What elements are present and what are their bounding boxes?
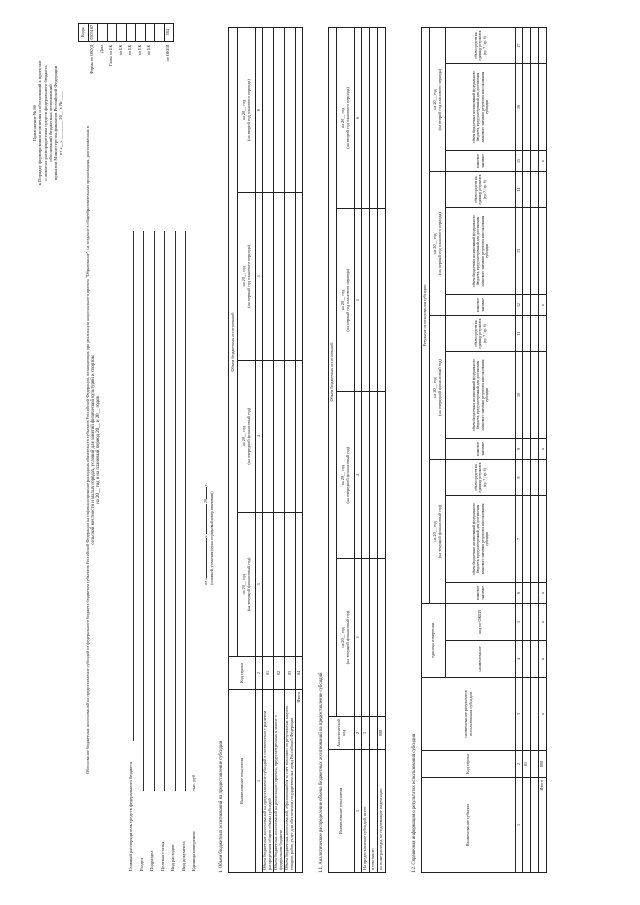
- value-cell: [523, 28, 531, 64]
- value-cell: x: [539, 604, 547, 641]
- value-cell: [531, 460, 539, 496]
- value-cell: [370, 208, 378, 392]
- codes-label: [155, 41, 165, 95]
- column-number: 8: [516, 460, 523, 496]
- sub-column-header: плановое значение: [446, 438, 516, 459]
- appendix-line: обоснований бюджетных ассигнований: [47, 84, 53, 162]
- value-cell: [370, 28, 378, 209]
- row-subject: [531, 778, 539, 873]
- appendix-line: от «__» ________ 20__ г. № ____: [58, 91, 64, 155]
- sub-column-header: объем бюджетных ассигнований федерального бюджета, предусмотренный для достижения планового значения результата использования субсидии: [446, 352, 516, 439]
- row-name: в том числе:: [370, 750, 378, 873]
- col-code: Код строки: [422, 751, 516, 778]
- row-name: На предоставление субсидий, всего: [362, 750, 370, 873]
- row-code: 02: [274, 657, 285, 690]
- value-cell: [531, 64, 539, 151]
- row-code: 900: [539, 751, 547, 778]
- col-result: наименование результатов использования субсидии: [422, 678, 516, 751]
- meta-row: Вид расходов: [165, 231, 176, 871]
- sub-column-header: объем средств на единицу результата (гр. 7 / гр. 6): [446, 28, 516, 64]
- value-cell: [263, 512, 274, 656]
- value-cell: [539, 352, 547, 439]
- value-cell: [523, 678, 531, 751]
- codes-row: [136, 24, 146, 96]
- column-number: 15: [516, 150, 523, 171]
- value-cell: [285, 360, 296, 512]
- column-number: 17: [516, 28, 523, 64]
- col-name: Наименование показателя: [329, 750, 355, 873]
- column-number: 3: [355, 559, 362, 717]
- codes-label: Глава по БК: [108, 44, 114, 67]
- sub-column-header: плановое значение: [446, 582, 516, 603]
- col-code: Аналитический код: [329, 717, 355, 750]
- table-row: [531, 28, 539, 873]
- codes-value: [155, 24, 165, 42]
- column-number: 1: [516, 778, 523, 873]
- codes-value: [126, 24, 136, 42]
- signature-caption: (основной, уточнения (нужн. порядковый номер изменения)): [210, 491, 215, 585]
- column-number: 5: [516, 604, 523, 641]
- column-number: 13: [516, 208, 523, 295]
- value-cell: [370, 392, 378, 559]
- document-title: [86, 27, 102, 873]
- table-row: [263, 28, 274, 873]
- value-cell: [539, 460, 547, 496]
- value-cell: [539, 172, 547, 208]
- title-line-2: сельской местности и малых городах, условий для занятий физической культурой и спортом: [90, 355, 96, 545]
- table-row: [378, 28, 386, 873]
- title-line-3: на 20__ год и на плановый период 20__ и 20__ годов: [96, 396, 102, 504]
- value-cell: [531, 150, 539, 171]
- year-header: на 20__ год (на текущий финансовый год): [430, 460, 446, 604]
- value-cell: x: [539, 294, 547, 315]
- section2-table: [328, 27, 386, 873]
- column-number: 4: [355, 392, 362, 559]
- meta-row: Подраздел: [144, 231, 155, 871]
- codes-row: [155, 24, 165, 96]
- value-cell: x: [539, 641, 547, 678]
- value-cell: [378, 392, 386, 559]
- table-row: [370, 28, 378, 873]
- value-cell: [296, 193, 303, 361]
- column-number: 2: [516, 751, 523, 778]
- value-cell: [531, 208, 539, 295]
- column-number: 2: [355, 717, 362, 750]
- value-cell: x: [539, 582, 547, 603]
- value-cell: [531, 28, 539, 64]
- value-cell: x: [539, 678, 547, 751]
- column-number: 6: [355, 28, 362, 209]
- row-code: 000: [378, 717, 386, 750]
- codes-label: Форма по ОКУД: [89, 44, 95, 75]
- column-number: 12: [516, 294, 523, 315]
- value-cell: [523, 352, 531, 439]
- codes-value: [98, 24, 108, 42]
- row-code: [370, 717, 378, 750]
- column-number: 4: [256, 360, 263, 512]
- column-number: 9: [516, 438, 523, 459]
- table-row: [274, 28, 285, 873]
- group-header: Результат использования субсидии: [422, 28, 430, 604]
- meta-row: Целевая статья: [155, 231, 166, 871]
- section1-title: 1. Объем бюджетных ассигнований на предоставление субсидии: [219, 740, 224, 873]
- title-line-1: Обоснование бюджетных ассигнований на предоставление субсидий из федерального бюджета бюджетам субъектов Российской Федерации на софинансирование расходных обязательств субъектов Российской Федерации, возникающих при реализации национального проекта "Образование", на создание в общеобразовательных организациях, расположенных в: [85, 126, 90, 774]
- column-number: 3: [516, 678, 523, 751]
- value-cell: [523, 294, 531, 315]
- value-cell: [263, 360, 274, 512]
- codes-value: 384: [164, 24, 174, 42]
- signature-date: от «» 20 г. (основной, уточнения (нужн. порядковый номер изменения)): [203, 483, 215, 585]
- row-subject: Итого: [539, 778, 547, 873]
- col-name: Наименование показателя: [229, 690, 256, 873]
- table-row: [539, 28, 547, 873]
- year-header: на 20__ год (на второй год планового периода): [430, 28, 446, 172]
- value-cell: [523, 64, 531, 151]
- codes-label: Дата: [98, 44, 104, 54]
- codes-row: [107, 24, 117, 96]
- value-cell: [378, 208, 386, 392]
- year-header: на 20__ год (на первый год планового периода): [430, 172, 446, 316]
- row-code: 03: [285, 657, 296, 690]
- value-cell: [362, 28, 370, 209]
- value-cell: [362, 392, 370, 559]
- value-cell: [523, 460, 531, 496]
- table-row: [523, 28, 531, 873]
- value-cell: [523, 208, 531, 295]
- codes-table: [78, 23, 174, 95]
- row-code: [531, 751, 539, 778]
- appendix-number: Приложение № 86: [32, 105, 37, 141]
- row-code: 1: [362, 717, 370, 750]
- year-header: на 20__ год (на очередной финансовый год): [238, 360, 256, 512]
- sub-column-header: объем бюджетных ассигнований федерального бюджета, предусмотренный для достижения планового значения результата использования субсидии: [446, 496, 516, 583]
- value-cell: [285, 28, 296, 193]
- sub-column-header: объем бюджетных ассигнований федерального бюджета, предусмотренный для достижения планового значения результата использования субсидии: [446, 64, 516, 151]
- column-number: 1: [256, 690, 263, 873]
- codes-row: [145, 24, 155, 96]
- value-cell: [378, 28, 386, 209]
- col-units-okei: код по ОКЕИ: [446, 604, 516, 641]
- value-cell: [523, 438, 531, 459]
- group-header: Объем бюджетных ассигнований: [229, 28, 238, 657]
- year-header: на 20__ год (на очередной финансовый год): [430, 316, 446, 460]
- row-code: 04: [296, 657, 303, 690]
- col-code: Код строки: [229, 657, 256, 690]
- value-cell: [296, 512, 303, 656]
- column-number: 14: [516, 172, 523, 208]
- appendix-header: [32, 23, 64, 223]
- value-cell: [370, 559, 378, 717]
- row-name: Объем бюджетных ассигнований на реализацию проекта, предусмотренных в законе о федеральном бюджете: [274, 690, 285, 873]
- meta-row: Раздел: [134, 231, 145, 871]
- value-cell: [523, 641, 531, 678]
- value-cell: [539, 496, 547, 583]
- value-cell: [296, 28, 303, 193]
- column-number: 4: [516, 641, 523, 678]
- value-cell: x: [539, 438, 547, 459]
- value-cell: [531, 604, 539, 641]
- codes-label: по БК: [146, 44, 152, 56]
- col-subject: Наименование субъекта: [422, 778, 516, 873]
- value-cell: [539, 64, 547, 151]
- column-number: 2: [256, 657, 263, 690]
- appendix-line: о лимитах распорядителям средств федерального бюджета: [42, 65, 48, 181]
- value-cell: [263, 28, 274, 193]
- column-number: 11: [516, 316, 523, 352]
- value-cell: [263, 193, 274, 361]
- value-cell: [285, 512, 296, 656]
- section3-table: [421, 27, 547, 873]
- value-cell: [531, 172, 539, 208]
- appendix-line: приказом Министерства финансов Российской Федерации: [53, 65, 59, 181]
- codes-label: по БК: [136, 44, 142, 56]
- value-cell: [378, 559, 386, 717]
- year-header: на 20__ год (на текущий финансовый год): [337, 559, 355, 717]
- section3-title: 1.2. Справочная информация о результатах использования субсидии: [412, 733, 417, 873]
- value-cell: [274, 512, 285, 656]
- codes-row: [98, 24, 108, 96]
- codes-label: по БК: [117, 44, 123, 56]
- value-cell: [285, 193, 296, 361]
- sub-column-header: объем средств на единицу результата (гр. 7 / гр. 6): [446, 316, 516, 352]
- value-cell: [531, 294, 539, 315]
- row-name: на иные расходы, не подлежащие индексации: [378, 750, 386, 873]
- metadata-block: [123, 231, 197, 871]
- col-units: единица измерения: [422, 604, 446, 678]
- codes-label: по ОКЕИ: [165, 44, 171, 62]
- row-code: 01: [263, 657, 274, 690]
- year-header: на 20__ год (на второй год планового периода): [337, 28, 355, 209]
- value-cell: [274, 28, 285, 193]
- value-cell: [539, 316, 547, 352]
- codes-value: [145, 24, 155, 42]
- codes-value: [136, 24, 146, 42]
- year-header: на 20__ год (на первый год планового периода): [337, 208, 355, 392]
- row-name: Итого: [296, 690, 303, 873]
- codes-value: 0505187: [88, 24, 98, 42]
- codes-label: по БК: [127, 44, 133, 56]
- value-cell: [362, 208, 370, 392]
- column-number: 3: [256, 512, 263, 656]
- value-cell: [274, 193, 285, 361]
- value-cell: [539, 28, 547, 64]
- column-number: 16: [516, 64, 523, 151]
- codes-header: Коды: [79, 24, 89, 42]
- group-header: Объем бюджетных ассигнований: [329, 28, 337, 717]
- meta-row: Главный распорядитель средств федерального бюджета: [123, 231, 134, 871]
- year-header: на 20__ год (на очередной финансовый год): [337, 392, 355, 559]
- value-cell: [531, 678, 539, 751]
- year-header: на 20__ год (на первый год планового периода): [238, 193, 256, 361]
- row-code: 01: [523, 751, 531, 778]
- value-cell: [274, 360, 285, 512]
- codes-row: [88, 24, 98, 96]
- value-cell: [523, 496, 531, 583]
- value-cell: [531, 641, 539, 678]
- value-cell: [523, 172, 531, 208]
- column-number: 1: [355, 750, 362, 873]
- codes-value: [117, 24, 127, 42]
- appendix-line: к Порядку формирования пояснения и обоснований к проектам: [37, 60, 43, 186]
- units-row: Единица измерения: тыс. руб: [191, 774, 197, 871]
- value-cell: [523, 582, 531, 603]
- value-cell: [296, 360, 303, 512]
- table-row: [285, 28, 296, 873]
- value-cell: [531, 496, 539, 583]
- col-units-name: наименование: [446, 641, 516, 678]
- value-cell: [531, 582, 539, 603]
- rotated-document-sheet: [28, 15, 618, 885]
- codes-row: [164, 24, 174, 96]
- meta-row: Вид документа: [176, 231, 187, 871]
- sub-column-header: объем средств на единицу результата (гр. 7 / гр. 6): [446, 172, 516, 208]
- value-cell: [531, 438, 539, 459]
- codes-row: [117, 24, 127, 96]
- row-subject: [523, 778, 531, 873]
- codes-value: [107, 24, 117, 42]
- table-row: [362, 28, 370, 873]
- section1-table: [228, 27, 303, 873]
- column-number: 6: [256, 28, 263, 193]
- value-cell: [362, 559, 370, 717]
- value-cell: [523, 150, 531, 171]
- value-cell: x: [539, 150, 547, 171]
- year-header: на 20__ год (на второй год планового периода): [238, 28, 256, 193]
- value-cell: [531, 316, 539, 352]
- column-number: 5: [355, 208, 362, 392]
- codes-row: [126, 24, 136, 96]
- table-row: [296, 28, 303, 873]
- sub-column-header: плановое значение: [446, 294, 516, 315]
- section2-title: 1.1. Аналитическое распределение объема бюджетных ассигнований на предоставление субсидий: [319, 672, 324, 873]
- row-name: Объем бюджетных ассигнований, образовавшийся за счет экономии по результатам закупок товаров, работ, услуг для обеспечения государственных нужд Российской Федерации: [285, 690, 296, 873]
- value-cell: [523, 316, 531, 352]
- value-cell: [531, 352, 539, 439]
- column-number: 6: [516, 582, 523, 603]
- value-cell: [523, 604, 531, 641]
- year-header: на 20__ год (на текущий финансовый год): [238, 512, 256, 656]
- column-number: 7: [516, 496, 523, 583]
- sub-column-header: плановое значение: [446, 150, 516, 171]
- row-name: Объем бюджетных ассигнований на предоставление субсидий в соответствии с расчетом распределения общего объема субсидий: [263, 690, 274, 873]
- sub-column-header: объем средств на единицу результата (гр. 7 / гр. 6): [446, 460, 516, 496]
- column-number: 10: [516, 352, 523, 439]
- sub-column-header: объем бюджетных ассигнований федерального бюджета, предусмотренный для достижения планового значения результата использования субсидии: [446, 208, 516, 295]
- value-cell: [539, 208, 547, 295]
- column-number: 5: [256, 193, 263, 361]
